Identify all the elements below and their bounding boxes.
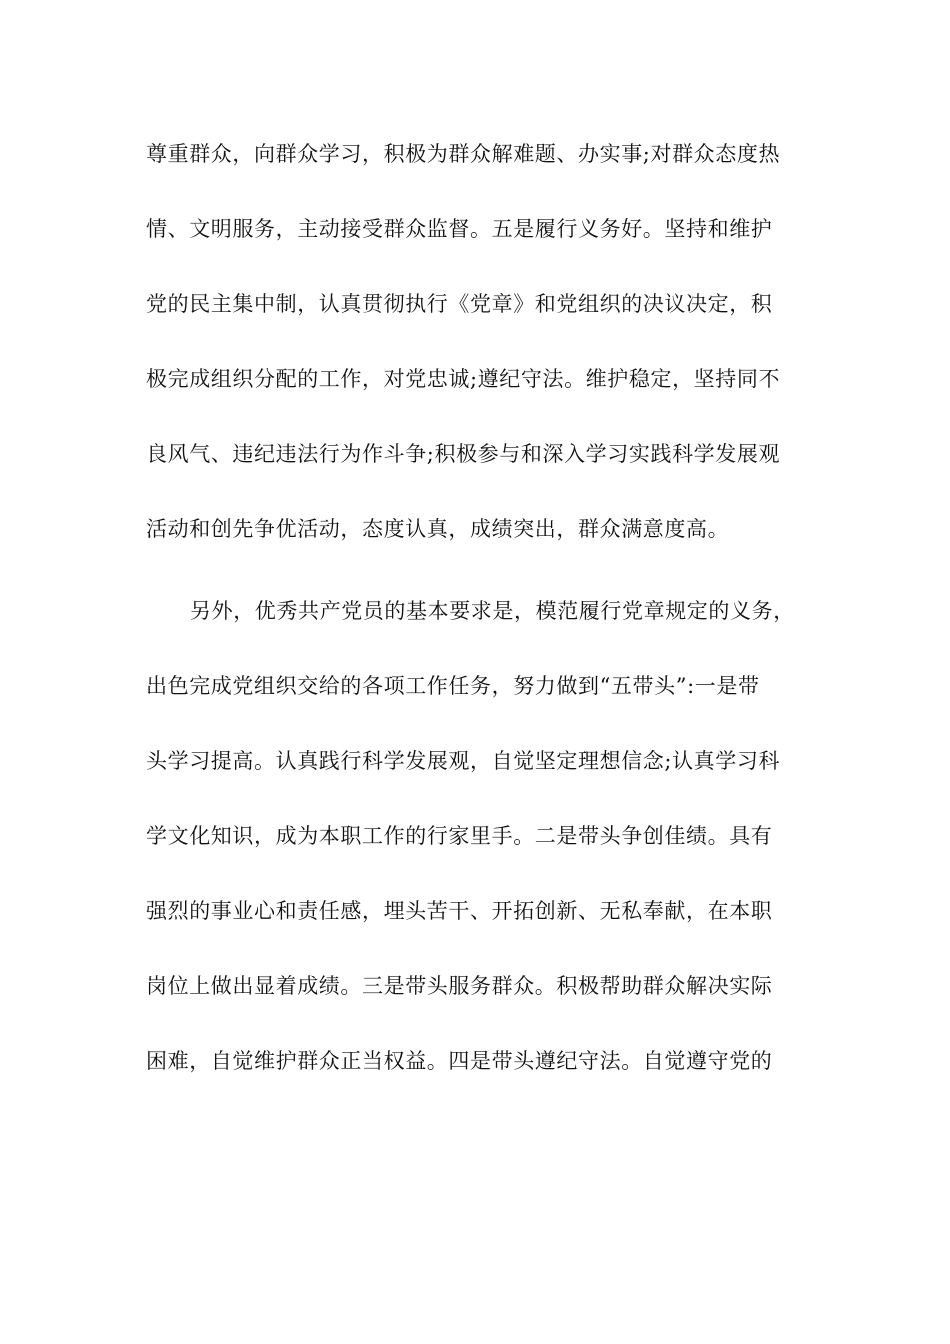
- paragraph-2-line-1: 另外，优秀共产党员的基本要求是，模范履行党章规定的义务，: [190, 599, 795, 623]
- paragraph-1-line-6: 活动和创先争优活动，态度认真，成绩突出，群众满意度高。: [146, 517, 730, 541]
- paragraph-2-line-3: 头学习提高。认真践行科学发展观，自觉坚定理想信念;认真学习科: [146, 749, 781, 773]
- paragraph-2-line-2: 出色完成党组织交给的各项工作任务，努力做到“五带头”:一是带: [146, 674, 760, 698]
- paragraph-1-line-4: 极完成组织分配的工作，对党忠诚;遵纪守法。维护稳定，坚持同不: [146, 367, 781, 391]
- paragraph-2-line-6: 岗位上做出显着成绩。三是带头服务群众。积极帮助群众解决实际: [146, 974, 773, 998]
- paragraph-1-line-3: 党的民主集中制，认真贯彻执行《党章》和党组织的决议决定，积: [146, 292, 773, 316]
- paragraph-2-line-4: 学文化知识，成为本职工作的行家里手。二是带头争创佳绩。具有: [146, 824, 773, 848]
- paragraph-1-line-5: 良风气、违纪违法行为作斗争;积极参与和深入学习实践科学发展观: [146, 442, 781, 466]
- paragraph-1-line-2: 情、文明服务，主动接受群众监督。五是履行义务好。坚持和维护: [146, 217, 773, 241]
- paragraph-2-line-5: 强烈的事业心和责任感，埋头苦干、开拓创新、无私奉献，在本职: [146, 899, 773, 923]
- paragraph-1-line-1: 尊重群众，向群众学习，积极为群众解难题、办实事;对群众态度热: [146, 142, 781, 166]
- paragraph-2-line-7: 困难，自觉维护群众正当权益。四是带头遵纪守法。自觉遵守党的: [146, 1049, 773, 1073]
